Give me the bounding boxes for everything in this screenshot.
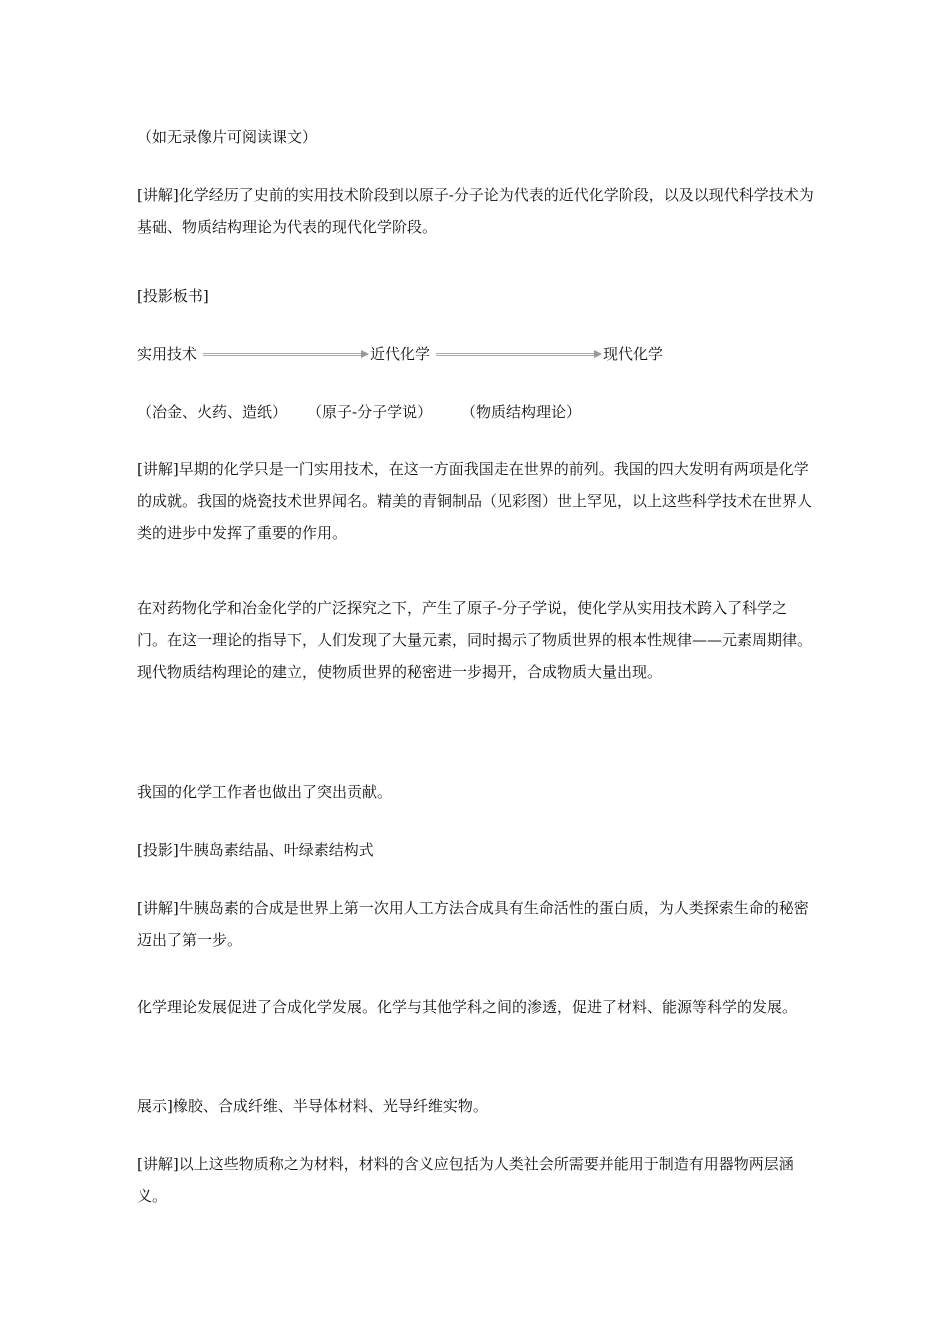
paragraph-body-3: 化学理论发展促进了合成化学发展。化学与其他学科之间的渗透，促进了材料、能源等科学的发展。 <box>137 998 798 1016</box>
chemistry-stage-flow <box>137 338 817 370</box>
stage-notes <box>137 396 817 428</box>
stage-contemporary-chemistry: 现代化学 <box>603 345 664 363</box>
flow-arrow-icon <box>436 353 602 356</box>
paragraph-note: （如无录像片可阅读课文） <box>137 128 318 146</box>
paragraph-display: 展示]橡胶、合成纤维、半导体材料、光导纤维实物。 <box>137 1097 488 1115</box>
note-structure-theory: （物质结构理论） <box>461 403 582 421</box>
stage-modern-chemistry: 近代化学 <box>370 345 431 363</box>
paragraph-projection: [投影]牛胰岛素结晶、叶绿素结构式 <box>137 841 374 859</box>
paragraph-body-1: 在对药物化学和冶金化学的广泛探究之下，产生了原子-分子学说，使化学从实用技术跨入了科学之门。在这一理论的指导下，人们发现了大量元素，同时揭示了物质世界的根本性规律——元素周期律。现代物质结构理论的建立，使物质世界的秘密进一步揭开，合成物质大量出现。 <box>137 599 813 681</box>
note-atomic-molecular: （原子-分子学说） <box>307 403 433 421</box>
paragraph-lecture-2: [讲解]早期的化学只是一门实用技术，在这一方面我国走在世界的前列。我国的四大发明有两项是化学的成就。我国的烧瓷技术世界闻名。精美的青铜制品（见彩图）世上罕见，以上这些科学技术在世界人类的进步中发挥了重要的作用。 <box>137 460 813 542</box>
note-practical: （冶金、火药、造纸） <box>137 403 288 421</box>
paragraph-lecture-1: [讲解]化学经历了史前的实用技术阶段到以原子-分子论为代表的近代化学阶段，以及以现代科学技术为基础、物质结构理论为代表的现代化学阶段。 <box>137 186 814 236</box>
flow-arrow-icon <box>203 353 369 356</box>
paragraph-projection-heading: [投影板书] <box>137 287 209 305</box>
paragraph-lecture-4: [讲解]以上这些物质称之为材料，材料的含义应包括为人类社会所需要并能用于制造有用器物两层涵义。 <box>137 1155 794 1205</box>
paragraph-body-2: 我国的化学工作者也做出了突出贡献。 <box>137 783 393 801</box>
paragraph-lecture-3: [讲解]牛胰岛素的合成是世界上第一次用人工方法合成具有生命活性的蛋白质，为人类探索生命的秘密迈出了第一步。 <box>137 899 809 949</box>
stage-practical-technology: 实用技术 <box>137 345 198 363</box>
